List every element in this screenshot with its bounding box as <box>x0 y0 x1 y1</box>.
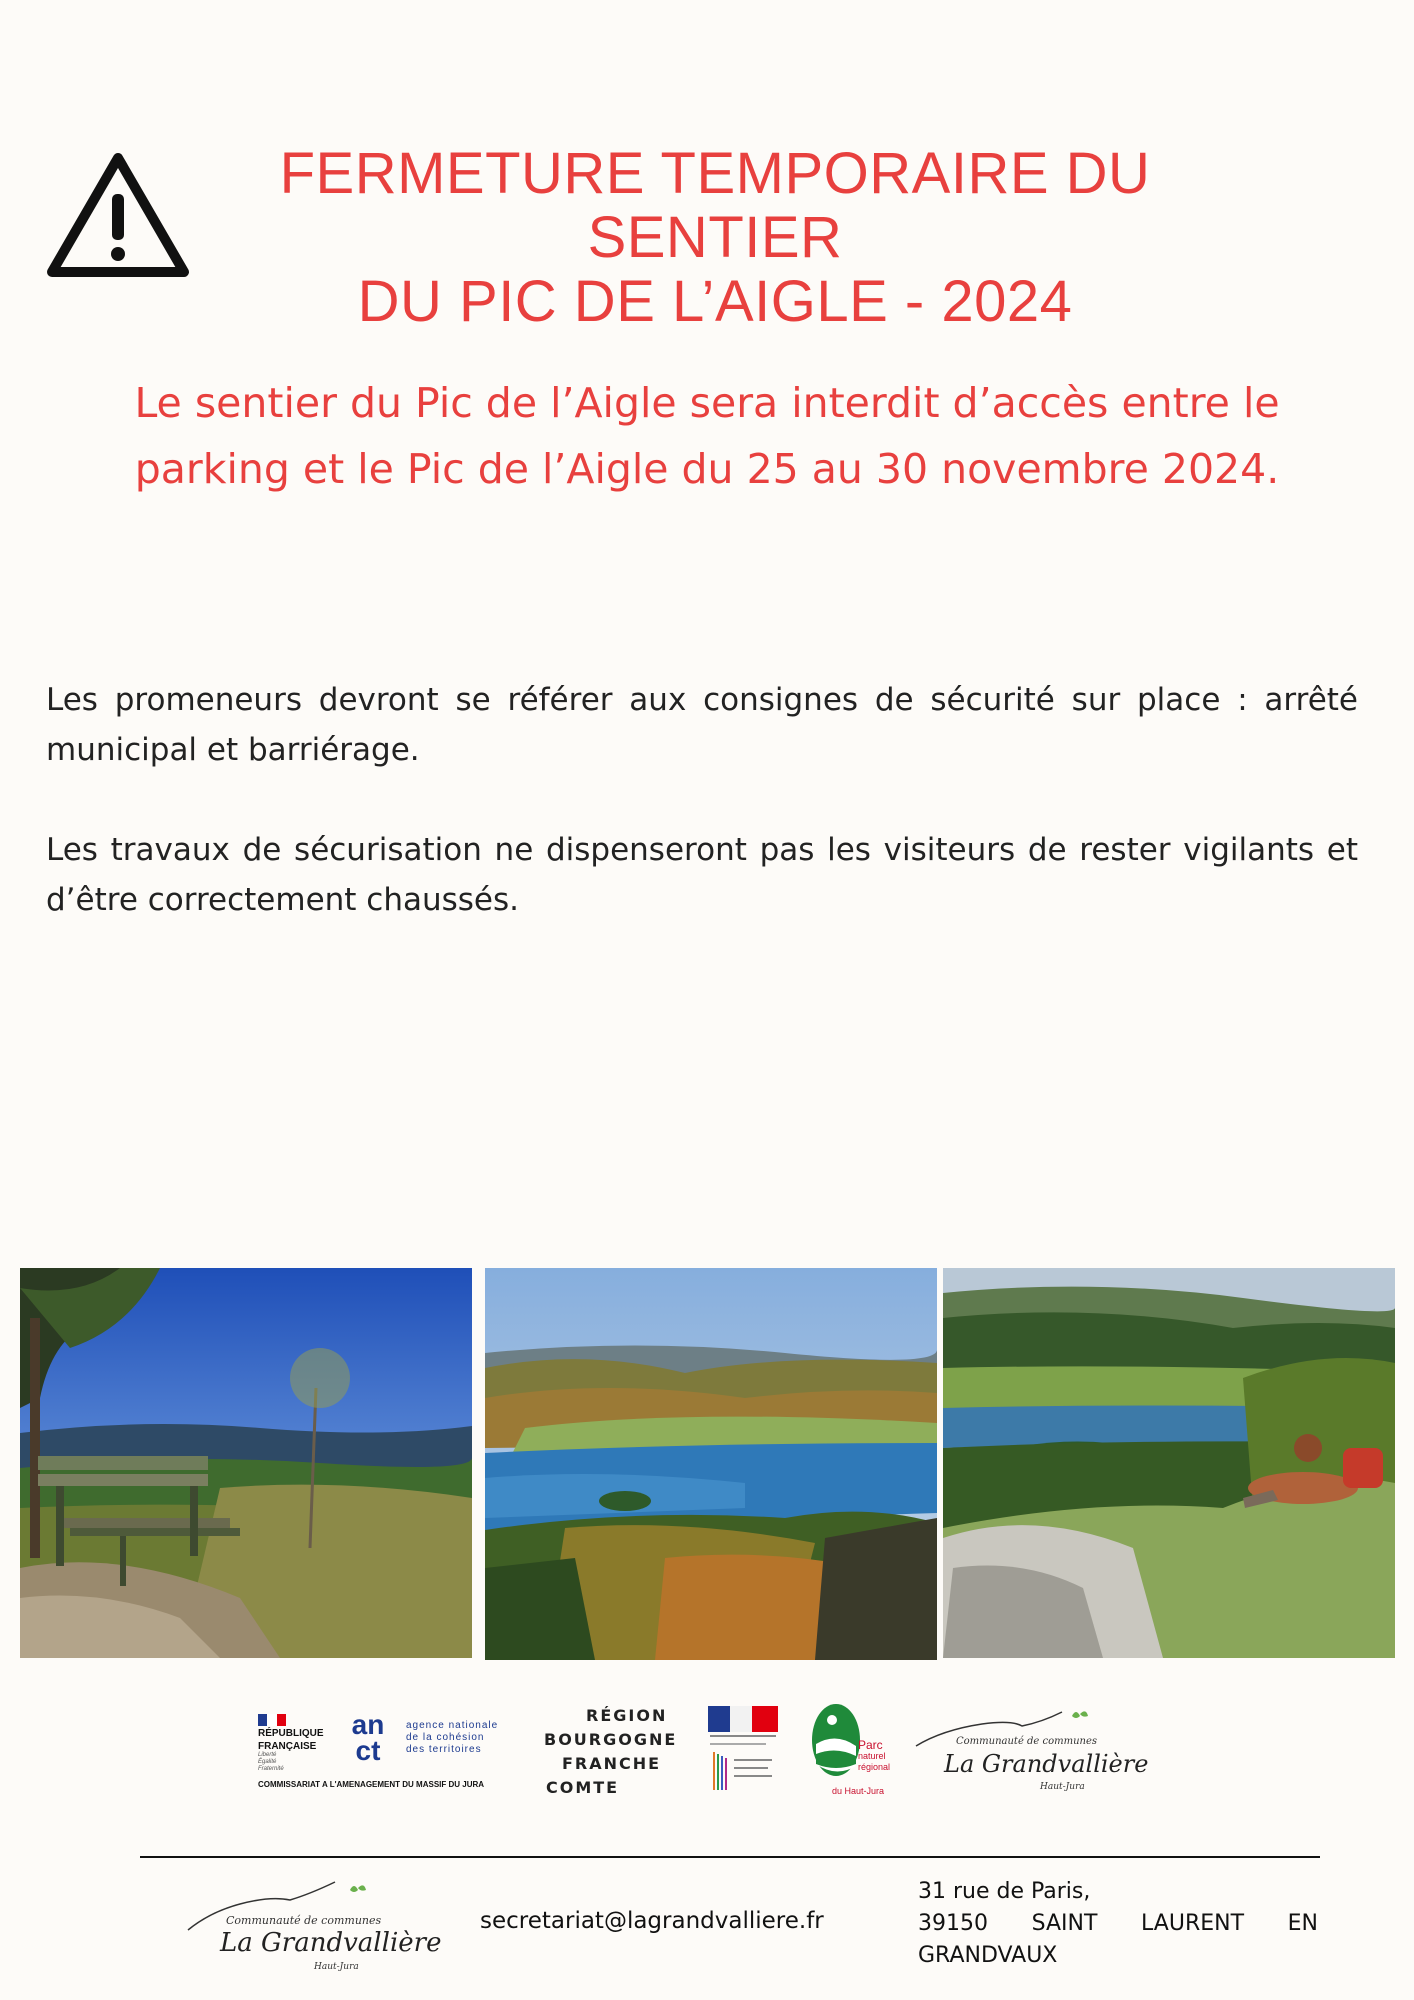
lake-valley-photo <box>485 1268 937 1660</box>
grandvalliere-logo <box>912 1700 1149 1800</box>
anct-logo <box>340 1709 510 1774</box>
rf-motto-1: Liberté <box>258 1752 277 1758</box>
footer-divider <box>140 1856 1320 1858</box>
parc-line-4: du Haut-Jura <box>832 1786 885 1796</box>
partner-logos <box>0 1700 1414 1800</box>
region-line-3: FRANCHE <box>562 1754 662 1773</box>
rf-motto-2: Égalité <box>258 1759 277 1765</box>
safety-paragraph: Les promeneurs devront se référer aux consignes de sécurité sur place : arrêté municipal et barriérage. <box>46 682 1358 768</box>
footer-grandvalliere-logo <box>180 1868 442 1978</box>
notice-line-1: Le sentier du Pic de l’Aigle sera interdit d’accès entre le <box>134 379 1280 427</box>
region-line-4: COMTE <box>546 1778 620 1797</box>
address-line-3: GRANDVAUX <box>918 1943 1058 1968</box>
republique-francaise-logo <box>258 1714 334 1774</box>
parc-line-2: naturel <box>858 1751 886 1761</box>
title-line-2: DU PIC DE L’AIGLE - 2024 <box>357 269 1073 334</box>
page-title <box>180 142 1250 334</box>
closure-notice <box>60 370 1354 502</box>
contact-email-link[interactable]: secretariat@lagrandvalliere.fr <box>480 1908 824 1934</box>
anct-line-2: de la cohésion <box>406 1732 485 1743</box>
anct-text <box>406 1720 498 1756</box>
rf-line-1: RÉPUBLIQUE <box>258 1728 324 1739</box>
anct-mark <box>342 1709 394 1772</box>
warning-triangle-icon <box>44 150 192 282</box>
rf-line-2: FRANÇAISE <box>258 1741 317 1752</box>
notice-line-2: parking et le Pic de l’Aigle du 25 au 30 novembre 2024. <box>134 445 1280 493</box>
parc-line-3: régional <box>858 1762 891 1772</box>
region-line-2: BOURGOGNE <box>544 1730 678 1749</box>
gv-line-1: Communauté de communes <box>956 1736 1098 1747</box>
anct-line-3: des territoires <box>406 1744 482 1755</box>
footer-logo-line-2: La Grandvallière <box>220 1928 442 1958</box>
gv-line-2: La Grandvallière <box>944 1750 1149 1778</box>
footer-logo-line-1: Communauté de communes <box>226 1914 382 1927</box>
french-flag-icon <box>258 1714 286 1726</box>
gv-line-3: Haut-Jura <box>1040 1782 1085 1792</box>
address-line-1: 31 rue de Paris, <box>918 1879 1091 1904</box>
works-paragraph: Les travaux de sécurisation ne dispenseront pas les visiteurs de rester vigilants et d’être correctement chaussés. <box>46 832 1358 918</box>
parc-haut-jura-logo <box>810 1702 890 1798</box>
bench-overlook-photo <box>20 1268 472 1658</box>
anct-mark-2: ct <box>355 1735 381 1766</box>
region-line-1: RÉGION <box>586 1706 668 1725</box>
address-line-2: 39150 SAINT LAURENT EN <box>918 1911 1318 1936</box>
hiker-resting-photo <box>943 1268 1395 1658</box>
rf-motto-3: Fraternité <box>258 1766 284 1772</box>
region-bfc-logo <box>540 1704 690 1800</box>
postal-address <box>918 1876 1318 1972</box>
anct-line-1: agence nationale <box>406 1720 499 1731</box>
title-line-1: FERMETURE TEMPORAIRE DU SENTIER <box>279 141 1151 270</box>
parc-line-1: Parc <box>858 1738 883 1752</box>
anct-mark-1: an <box>351 1709 385 1740</box>
drac-logo <box>706 1704 780 1794</box>
footer-logo-line-3: Haut-Jura <box>314 1962 359 1972</box>
massif-jura-caption: COMMISSARIAT A L'AMENAGEMENT DU MASSIF DU JURA <box>258 1780 485 1789</box>
